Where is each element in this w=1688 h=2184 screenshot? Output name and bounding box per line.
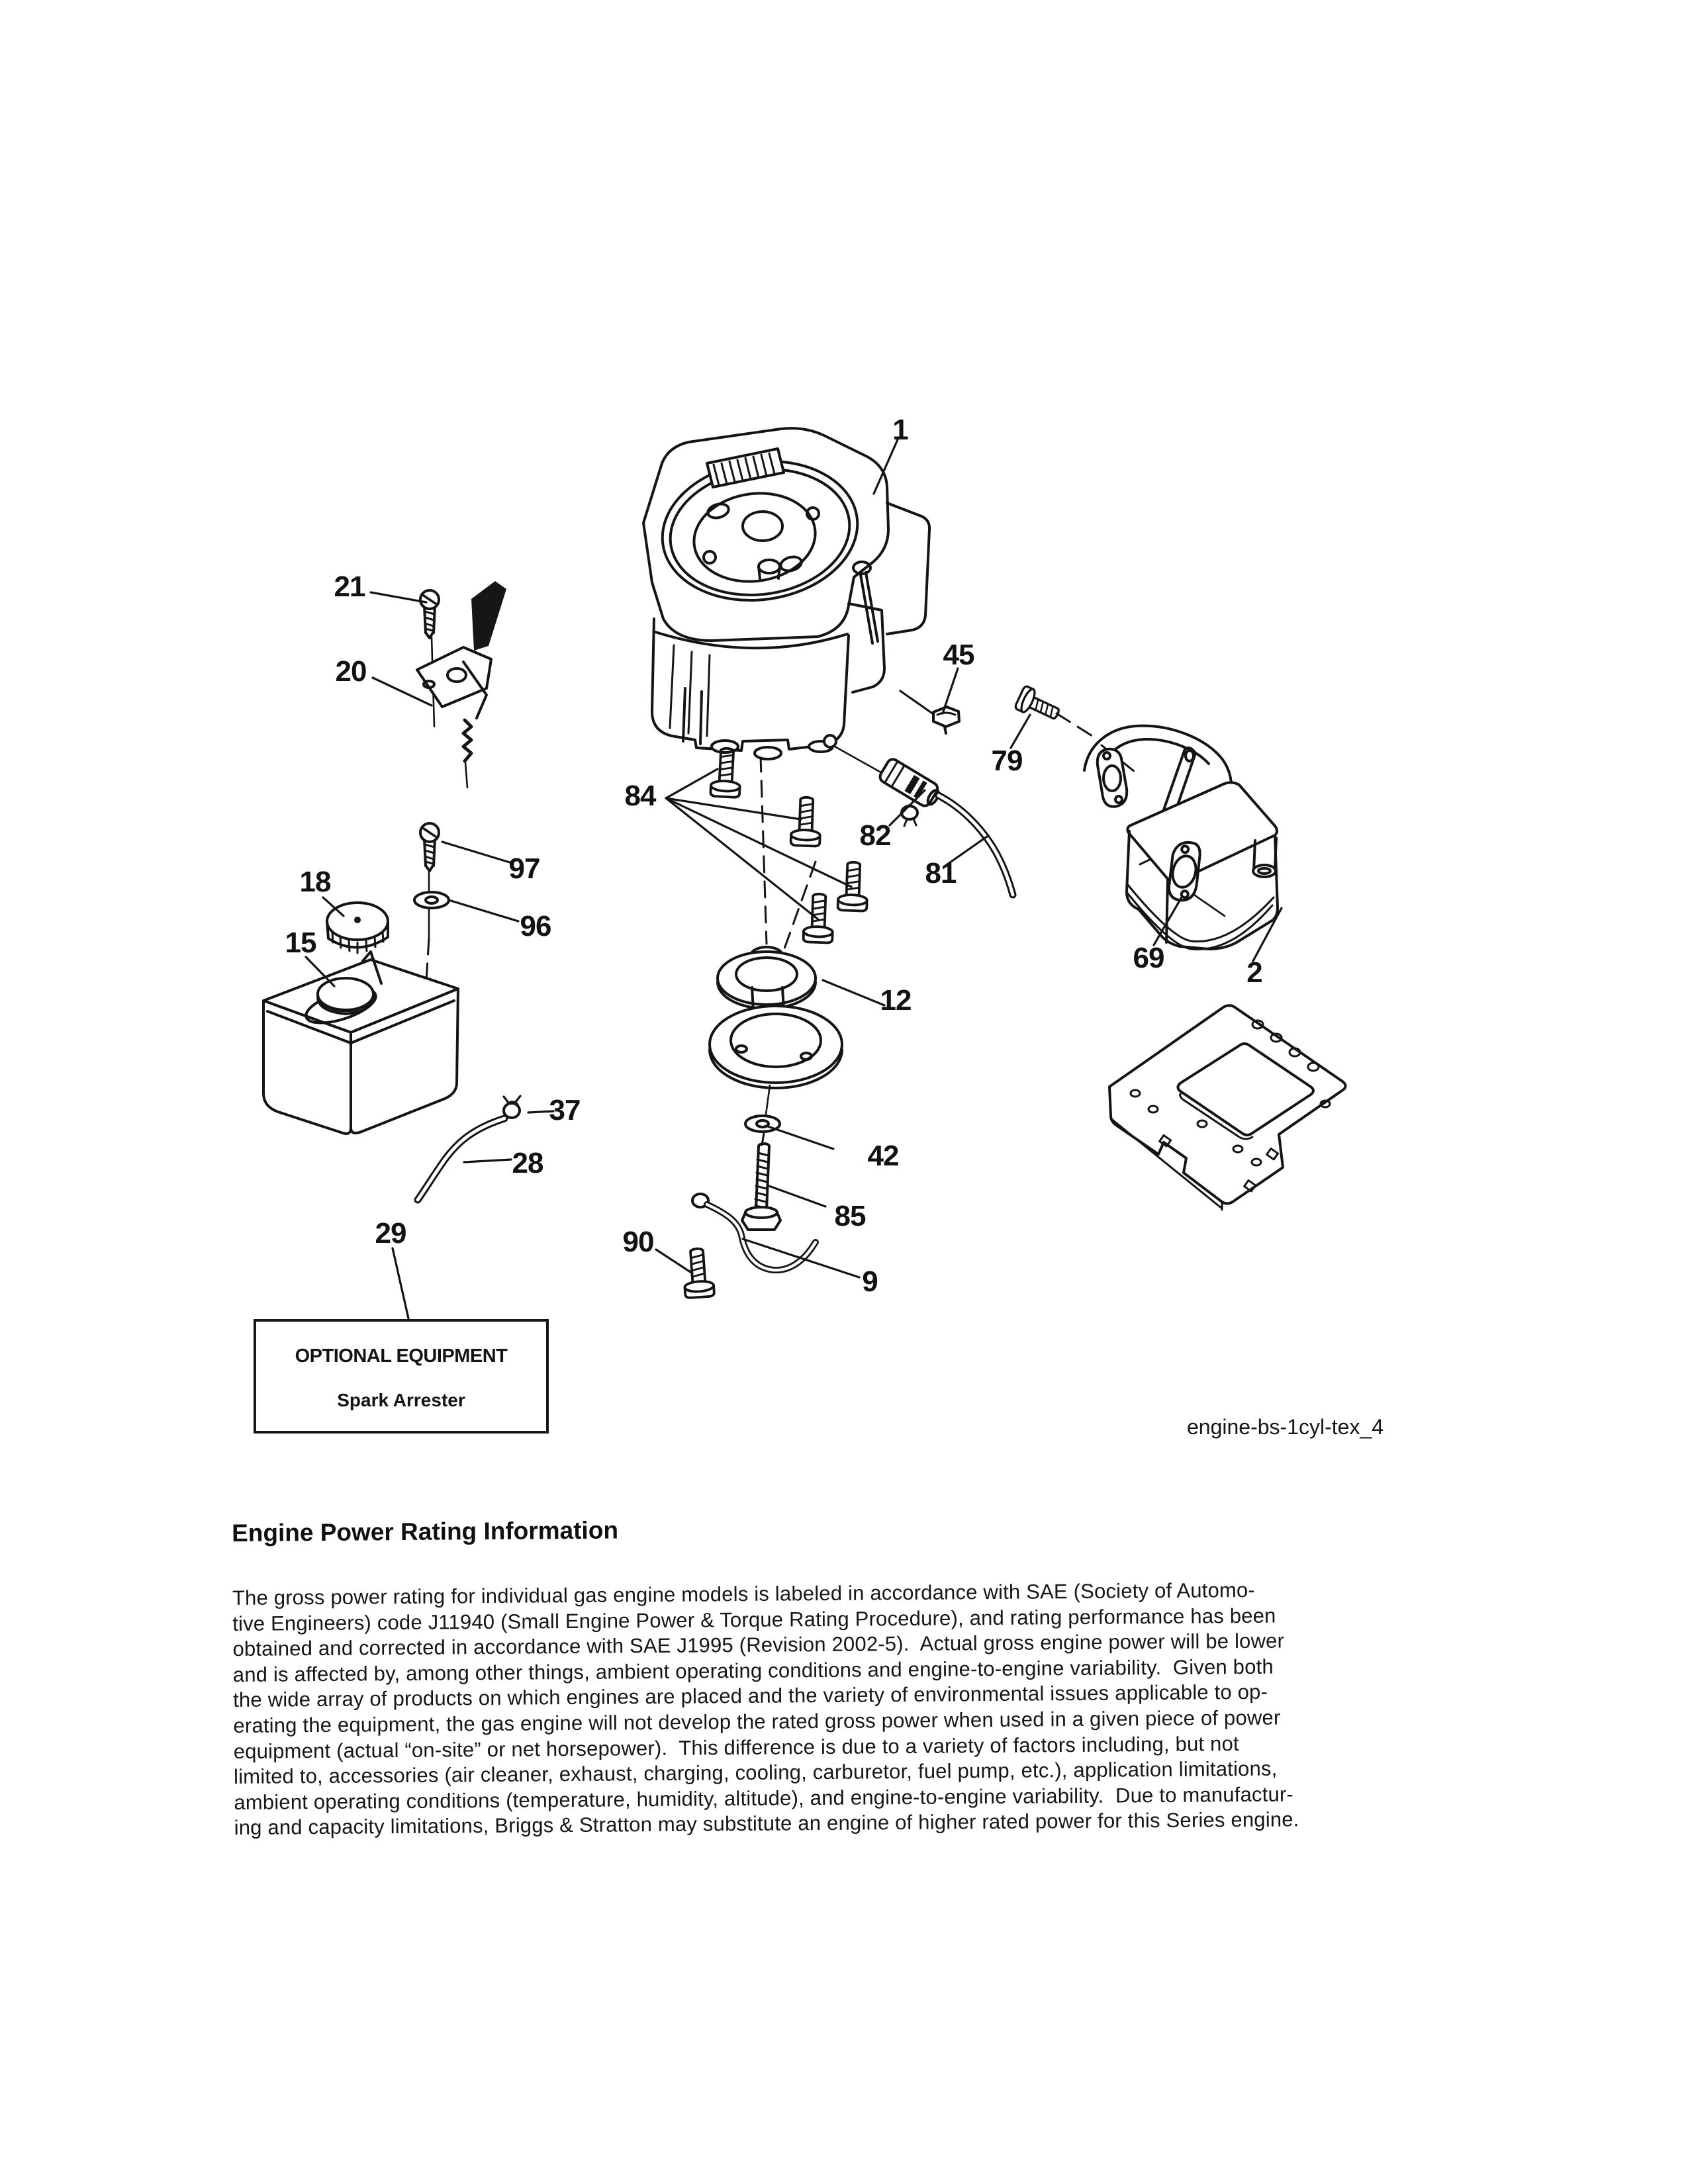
nut-45-illustration [933, 707, 959, 733]
muffler-illustration [1084, 726, 1278, 950]
callout-29: 29 [375, 1217, 406, 1250]
engine-illustration [643, 428, 929, 759]
mounting-bolts-84-illustration [710, 748, 868, 943]
bolt-85-illustration [742, 1144, 780, 1230]
bolt-90-illustration [682, 1248, 714, 1298]
belt-guide-9-illustration [692, 1194, 816, 1270]
callout-21: 21 [334, 570, 365, 603]
pulley-12-illustration [710, 947, 842, 1088]
paragraph-line: ambient operating conditions (temperature, humidity, altitude), and engine-to-engine variability. Due to manufactur- [234, 1782, 1294, 1814]
callout-37: 37 [549, 1094, 581, 1126]
paragraph-line: tive Engineers) code J11940 (Small Engine Power & Torque Rating Procedure), and rating performance has been [232, 1604, 1276, 1635]
bolt-79-illustration [1014, 686, 1062, 726]
screw-97-illustration [420, 823, 439, 871]
mounting-plate-illustration [1109, 1005, 1346, 1210]
callout-84: 84 [624, 780, 656, 812]
callout-85: 85 [834, 1200, 866, 1232]
figure-code: engine-bs-1cyl-tex_4 [1187, 1415, 1384, 1439]
callout-1: 1 [892, 414, 908, 446]
washer-96-illustration [414, 892, 449, 908]
callout-42: 42 [867, 1140, 899, 1172]
fuel-line-illustration [418, 1118, 504, 1200]
fuel-filter-82-illustration [878, 757, 943, 826]
callout-15: 15 [285, 927, 316, 959]
callout-9: 9 [862, 1265, 878, 1298]
callout-28: 28 [512, 1147, 543, 1179]
callout-79: 79 [991, 745, 1023, 777]
paragraph-line: equipment (actual “on-site” or net horsepower). This difference is due to a variety of factors including, but not [233, 1731, 1239, 1763]
optional-equipment-box [254, 1319, 549, 1433]
optional-equipment-subtitle: Spark Arrester [337, 1390, 465, 1410]
clamp-37-illustration [504, 1096, 520, 1118]
throttle-control-illustration [417, 581, 506, 788]
paragraph-line: ing and capacity limitations, Briggs & Stratton may substitute an engine of higher rated power for this Series engine. [234, 1807, 1299, 1840]
section-heading: Engine Power Rating Information [232, 1516, 619, 1547]
callout-96: 96 [520, 910, 551, 942]
engine-power-rating-section [232, 1510, 1426, 1841]
callout-90: 90 [622, 1226, 654, 1258]
paragraph-line: the wide array of products on which engines are placed and the variety of environmental issues applicable to op- [233, 1680, 1268, 1712]
callout-20: 20 [335, 655, 367, 688]
callout-18: 18 [299, 866, 331, 898]
fuel-tank-illustration [263, 952, 458, 1134]
paragraph-line: and is affected by, among other things, ambient operating conditions and engine-to-engine variability. Given both [232, 1655, 1274, 1686]
callout-97: 97 [508, 852, 540, 885]
paragraph-line: The gross power rating for individual gas engine models is labeled in accordance with SAE (Society of Automo- [232, 1578, 1256, 1610]
callout-69: 69 [1133, 942, 1164, 974]
paragraph-line: erating the equipment, the gas engine will not develop the rated gross power when used in a given piece of power [233, 1706, 1281, 1737]
callout-2: 2 [1246, 956, 1262, 989]
callout-12: 12 [880, 984, 912, 1017]
callout-82: 82 [859, 819, 891, 852]
paragraph-line: obtained and corrected in accordance with SAE J1995 (Revision 2002-5). Actual gross engine power will be lower [232, 1629, 1285, 1661]
optional-equipment-title: OPTIONAL EQUIPMENT [295, 1345, 508, 1367]
callout-45: 45 [943, 639, 974, 671]
callout-81: 81 [925, 857, 957, 889]
paragraph-line: limited to, accessories (air cleaner, exhaust, charging, cooling, carburetor, fuel pump, etc.), application limitations, [233, 1756, 1278, 1789]
